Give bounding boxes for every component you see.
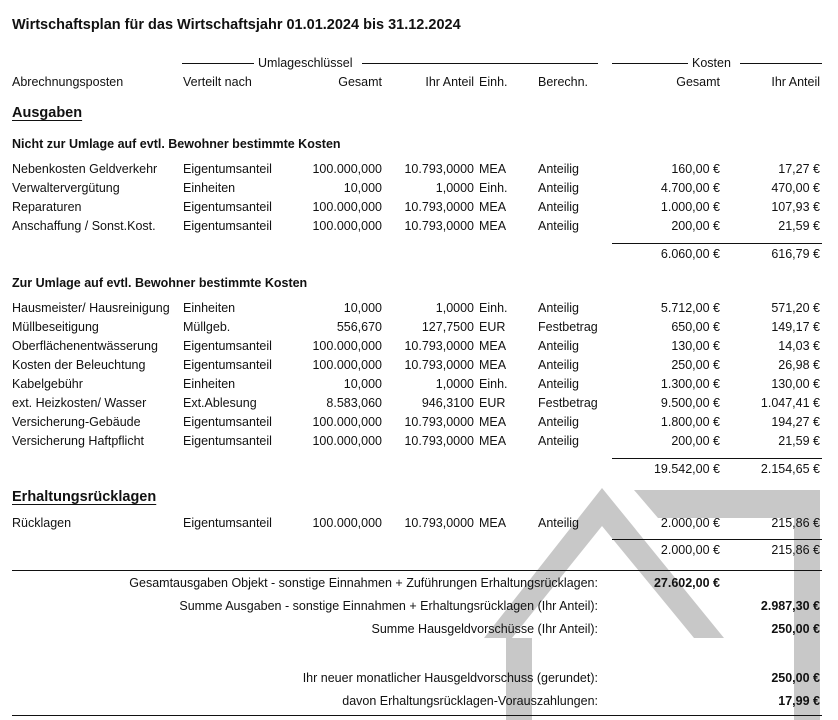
col-berechnung: Berechn. [538,75,589,89]
table-row [0,377,838,395]
cell-verteilt-nach: Einheiten [183,377,236,391]
cell-kosten-anteil: 149,17 € [771,320,820,334]
cell-gesamt: 10,000 [343,301,382,315]
cell-kosten-gesamt: 160,00 € [671,162,720,176]
cell-ihr-anteil: 10.793,0000 [404,162,474,176]
cell-kosten-gesamt: 4.700,00 € [660,181,720,195]
cell-kosten-gesamt: 1.300,00 € [660,377,720,391]
cell-posten: Rücklagen [12,516,72,530]
cell-ihr-anteil: 10.793,0000 [404,200,474,214]
cell-kosten-gesamt: 200,00 € [671,434,720,448]
cell-kosten-gesamt: 1.000,00 € [660,200,720,214]
cell-kosten-anteil: 17,27 € [778,162,820,176]
col-ihr-anteil: Ihr Anteil [425,75,474,89]
cell-verteilt-nach: Eigentumsanteil [183,415,272,429]
cell-berechnung: Anteilig [538,339,579,353]
table-row [0,358,838,376]
cell-kosten-anteil: 21,59 € [778,434,820,448]
cell-ihr-anteil: 10.793,0000 [404,415,474,429]
cell-kosten-anteil: 21,59 € [778,219,820,233]
cell-kosten-anteil: 26,98 € [778,358,820,372]
group-kosten: Kosten [692,56,731,70]
cell-ihr-anteil: 10.793,0000 [404,434,474,448]
cell-berechnung: Anteilig [538,181,579,195]
cell-ihr-anteil: 10.793,0000 [404,358,474,372]
cell-verteilt-nach: Eigentumsanteil [183,162,272,176]
cell-gesamt: 100.000,000 [312,339,382,353]
table-row [0,396,838,414]
ruecklagen-vorauszahlung-label: davon Erhaltungsrücklagen-Vorauszahlungen: [342,694,598,708]
subtotal-anteil: 215,86 € [771,543,820,557]
ruecklagen-vorauszahlung-value: 17,99 € [778,694,820,708]
cell-posten: Nebenkosten Geldverkehr [12,162,158,176]
cell-einheit: MEA [479,162,507,176]
table-row [0,181,838,199]
cell-berechnung: Anteilig [538,377,579,391]
cell-kosten-gesamt: 250,00 € [671,358,720,372]
subsection-nicht-umlage: Nicht zur Umlage auf evtl. Bewohner bestimmte Kosten [12,137,341,151]
cell-berechnung: Anteilig [538,415,579,429]
col-gesamt: Gesamt [338,75,382,89]
cell-berechnung: Anteilig [538,162,579,176]
subtotal-gesamt: 19.542,00 € [653,462,720,476]
cell-kosten-gesamt: 5.712,00 € [660,301,720,315]
hausgeldvorschuesse-value: 250,00 € [771,622,820,636]
cell-gesamt: 100.000,000 [312,434,382,448]
group-umlageschluessel: Umlageschlüssel [258,56,353,70]
cell-einheit: MEA [479,200,507,214]
cell-gesamt: 100.000,000 [312,415,382,429]
col-verteilt-nach: Verteilt nach [183,75,252,89]
cell-einheit: MEA [479,219,507,233]
cell-einheit: EUR [479,320,506,334]
cell-gesamt: 100.000,000 [312,162,382,176]
cell-verteilt-nach: Müllgeb. [183,320,231,334]
col-einheit: Einh. [479,75,508,89]
cell-berechnung: Festbetrag [538,396,598,410]
cell-ihr-anteil: 1,0000 [435,377,474,391]
cell-gesamt: 100.000,000 [312,200,382,214]
cell-kosten-gesamt: 200,00 € [671,219,720,233]
cell-kosten-gesamt: 2.000,00 € [660,516,720,530]
cell-berechnung: Anteilig [538,200,579,214]
cell-posten: Hausmeister/ Hausreinigung [12,301,170,315]
gesamtausgaben-value: 27.602,00 € [653,576,720,590]
cell-kosten-anteil: 14,03 € [778,339,820,353]
section-ruecklagen: Erhaltungsrücklagen [12,489,157,505]
table-row [0,415,838,433]
cell-verteilt-nach: Eigentumsanteil [183,358,272,372]
table-row [0,434,838,452]
page-title: Wirtschaftsplan für das Wirtschaftsjahr 01.01.2024 bis 31.12.2024 [12,17,461,33]
cell-verteilt-nach: Einheiten [183,301,236,315]
cell-berechnung: Anteilig [538,516,579,530]
cell-posten: Versicherung-Gebäude [12,415,141,429]
summe-ausgaben-value: 2.987,30 € [760,599,820,613]
cell-gesamt: 10,000 [343,377,382,391]
section-ausgaben: Ausgaben [12,105,83,121]
cell-kosten-gesamt: 1.800,00 € [660,415,720,429]
cell-ihr-anteil: 10.793,0000 [404,516,474,530]
cell-gesamt: 100.000,000 [312,358,382,372]
col-kosten-gesamt: Gesamt [676,75,720,89]
cell-berechnung: Anteilig [538,301,579,315]
cell-berechnung: Anteilig [538,434,579,448]
cell-ihr-anteil: 1,0000 [435,181,474,195]
cell-kosten-gesamt: 650,00 € [671,320,720,334]
table-row [0,301,838,319]
col-abrechnungsposten: Abrechnungsposten [12,75,124,89]
column-header-row [0,75,838,93]
cell-posten: Oberflächenentwässerung [12,339,158,353]
cell-gesamt: 10,000 [343,181,382,195]
cell-einheit: MEA [479,415,507,429]
cell-kosten-anteil: 130,00 € [771,377,820,391]
cell-gesamt: 100.000,000 [312,219,382,233]
cell-einheit: Einh. [479,377,508,391]
cell-posten: Verwaltervergütung [12,181,120,195]
cell-kosten-anteil: 194,27 € [771,415,820,429]
cell-gesamt: 100.000,000 [312,516,382,530]
cell-einheit: MEA [479,434,507,448]
cell-verteilt-nach: Eigentumsanteil [183,516,272,530]
subtotal-gesamt: 2.000,00 € [660,543,720,557]
table-row [0,200,838,218]
cell-posten: Kabelgebühr [12,377,83,391]
cell-einheit: MEA [479,339,507,353]
cell-posten: ext. Heizkosten/ Wasser [12,396,147,410]
subtotal-anteil: 2.154,65 € [760,462,820,476]
cell-posten: Anschaffung / Sonst.Kost. [12,219,156,233]
subtotal-anteil: 616,79 € [771,247,820,261]
cell-kosten-anteil: 571,20 € [771,301,820,315]
cell-verteilt-nach: Eigentumsanteil [183,219,272,233]
cell-ihr-anteil: 10.793,0000 [404,219,474,233]
cell-kosten-anteil: 215,86 € [771,516,820,530]
summe-ausgaben-label: Summe Ausgaben - sonstige Einnahmen + Erhaltungsrücklagen (Ihr Anteil): [179,599,598,613]
cell-ihr-anteil: 946,3100 [421,396,474,410]
cell-einheit: EUR [479,396,506,410]
cell-gesamt: 556,670 [336,320,382,334]
cell-posten: Reparaturen [12,200,82,214]
gesamtausgaben-label: Gesamtausgaben Objekt - sonstige Einnahmen + Zuführungen Erhaltungsrücklagen: [129,576,598,590]
cell-einheit: MEA [479,516,507,530]
cell-verteilt-nach: Eigentumsanteil [183,434,272,448]
cell-kosten-gesamt: 130,00 € [671,339,720,353]
subsection-umlage: Zur Umlage auf evtl. Bewohner bestimmte Kosten [12,276,308,290]
cell-gesamt: 8.583,060 [326,396,382,410]
cell-verteilt-nach: Eigentumsanteil [183,200,272,214]
neuer-vorschuss-label: Ihr neuer monatlicher Hausgeldvorschuss (gerundet): [302,671,598,685]
cell-einheit: Einh. [479,181,508,195]
cell-kosten-anteil: 470,00 € [771,181,820,195]
subtotal-row [0,462,838,480]
table-row [0,339,838,357]
cell-posten: Kosten der Beleuchtung [12,358,146,372]
neuer-vorschuss-value: 250,00 € [771,671,820,685]
table-row [0,320,838,338]
cell-kosten-gesamt: 9.500,00 € [660,396,720,410]
subtotal-gesamt: 6.060,00 € [660,247,720,261]
cell-einheit: MEA [479,358,507,372]
subtotal-row [0,247,838,265]
cell-posten: Versicherung Haftpflicht [12,434,145,448]
cell-berechnung: Anteilig [538,219,579,233]
cell-verteilt-nach: Eigentumsanteil [183,339,272,353]
subtotal-row [0,543,838,561]
cell-verteilt-nach: Ext.Ablesung [183,396,257,410]
cell-ihr-anteil: 127,7500 [421,320,474,334]
cell-kosten-anteil: 1.047,41 € [760,396,820,410]
cell-einheit: Einh. [479,301,508,315]
hausgeldvorschuesse-label: Summe Hausgeldvorschüsse (Ihr Anteil): [371,622,598,636]
table-row [0,162,838,180]
col-kosten-anteil: Ihr Anteil [771,75,820,89]
table-row [0,219,838,237]
cell-ihr-anteil: 1,0000 [435,301,474,315]
table-row [0,516,838,534]
cell-berechnung: Anteilig [538,358,579,372]
cell-ihr-anteil: 10.793,0000 [404,339,474,353]
cell-verteilt-nach: Einheiten [183,181,236,195]
cell-berechnung: Festbetrag [538,320,598,334]
cell-posten: Müllbeseitigung [12,320,99,334]
cell-kosten-anteil: 107,93 € [771,200,820,214]
